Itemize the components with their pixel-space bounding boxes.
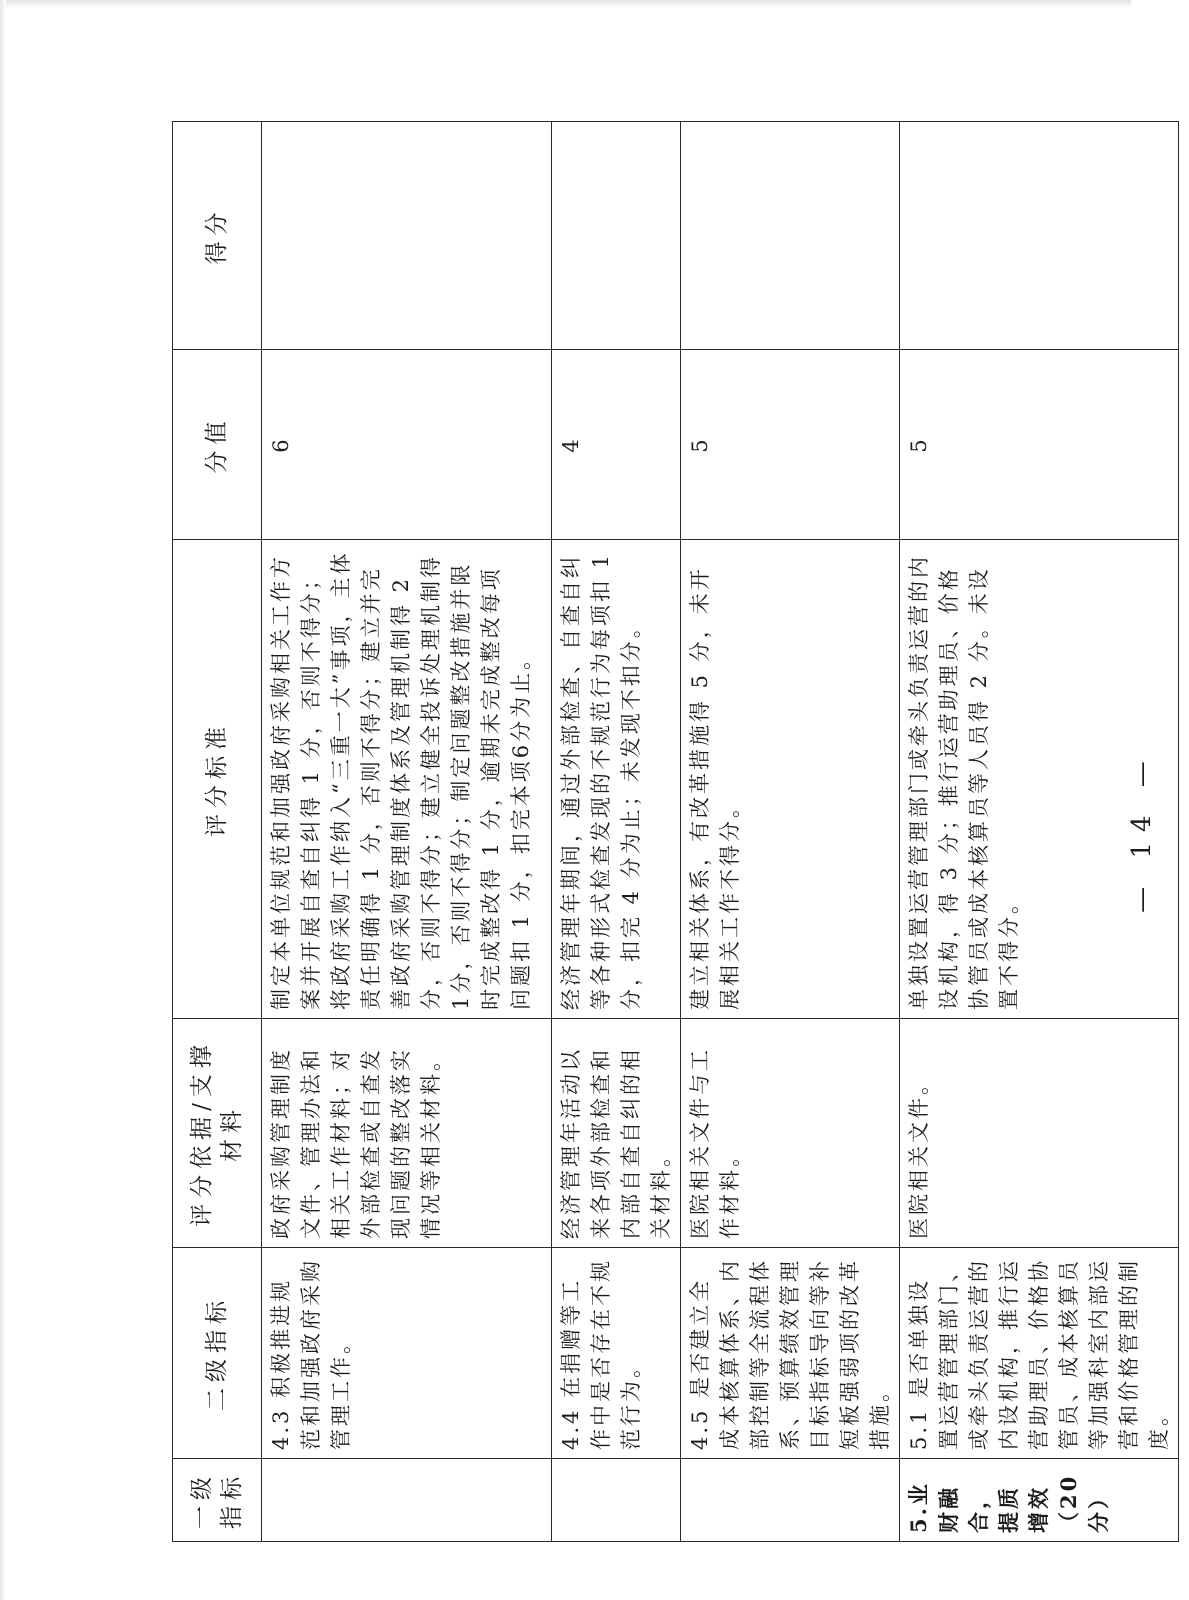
cell-basis: 政府采购管理制度文件、管理办法和相关工作材料；对外部检查或自查发现问题的整改落实情况等相关材料。 (262, 1019, 552, 1248)
table-row (681, 122, 900, 1542)
cell-basis: 经济管理年活动以来各项外部检查和内部自查自纠的相关材料。 (552, 1019, 681, 1248)
scan-edge (0, 0, 6, 1600)
header-level2: 二级指标 (173, 1248, 262, 1459)
cell-basis: 医院相关文件与工作材料。 (681, 1019, 900, 1248)
cell-criteria: 单独设置运营管理部门或牵头负责运营的内设机构，得 3 分；推行运营助理员、价格协管员或成本核算员等人员得 2 分。未设置不得分。 (900, 540, 1179, 1019)
cell-value: 5 (900, 350, 1179, 540)
cell-level1: 5.业财融合，提质增效（20分） (900, 1459, 1179, 1542)
cell-level2: 4.4 在捐赠等工作中是否存在不规范行为。 (552, 1248, 681, 1459)
cell-score (552, 122, 681, 350)
cell-level1 (681, 1459, 900, 1542)
table-row (552, 122, 681, 1542)
cell-value: 5 (681, 350, 900, 540)
cell-score (681, 122, 900, 350)
header-level1: 一级指标 (173, 1459, 262, 1542)
page-number: — 14 — (1127, 751, 1157, 913)
table-row (262, 122, 552, 1542)
cell-level1 (262, 1459, 552, 1542)
cell-level2: 4.3 积极推进规范和加强政府采购管理工作。 (262, 1248, 552, 1459)
cell-level2: 4.5 是否建立全成本核算体系、内部控制等全流程体系、预算绩效管理目标指标导向等补短板强弱项的改革措施。 (681, 1248, 900, 1459)
header-criteria: 评分标准 (173, 540, 262, 1019)
table-header-row (173, 122, 262, 1542)
cell-level2: 5.1 是否单独设置运营管理部门、或牵头负责运营的内设机构，推行运营助理员、价格协管员、成本核算员等加强科室内部运营和价格管理的制度。 (900, 1248, 1179, 1459)
cell-criteria: 经济管理年期间，通过外部检查、自查自纠等各种形式检查发现的不规范行为每项扣 1 分，扣完 4 分为止；未发现不扣分。 (552, 540, 681, 1019)
cell-value: 4 (552, 350, 681, 540)
cell-criteria: 建立相关体系，有改革措施得 5 分，未开展相关工作不得分。 (681, 540, 900, 1019)
header-score: 得分 (173, 122, 262, 350)
header-basis: 评分依据/支撑材料 (173, 1019, 262, 1248)
header-value: 分值 (173, 350, 262, 540)
cell-score (262, 122, 552, 350)
rotated-page (172, 122, 1189, 1542)
cell-level1 (552, 1459, 681, 1542)
cell-basis: 医院相关文件。 (900, 1019, 1179, 1248)
scan-edge (0, 0, 1131, 8)
scoring-table (172, 121, 1179, 1542)
cell-criteria: 制定本单位规范和加强政府采购相关工作方案并开展自查自纠得 1 分，否则不得分；将政府采购工作纳入“三重一大”事项，主体责任明确得 1 分，否则不得分；建立并完善政府采购管理制度体系及管理机制得 2 分，否则不得分；建立健全投诉处理机制得 1分，否则不得分；制定问题整改措施并限时完成整改得 1 分，逾期未完成整改每项问题扣 1 分，扣完本项6分为止。 (262, 540, 552, 1019)
cell-value: 6 (262, 350, 552, 540)
